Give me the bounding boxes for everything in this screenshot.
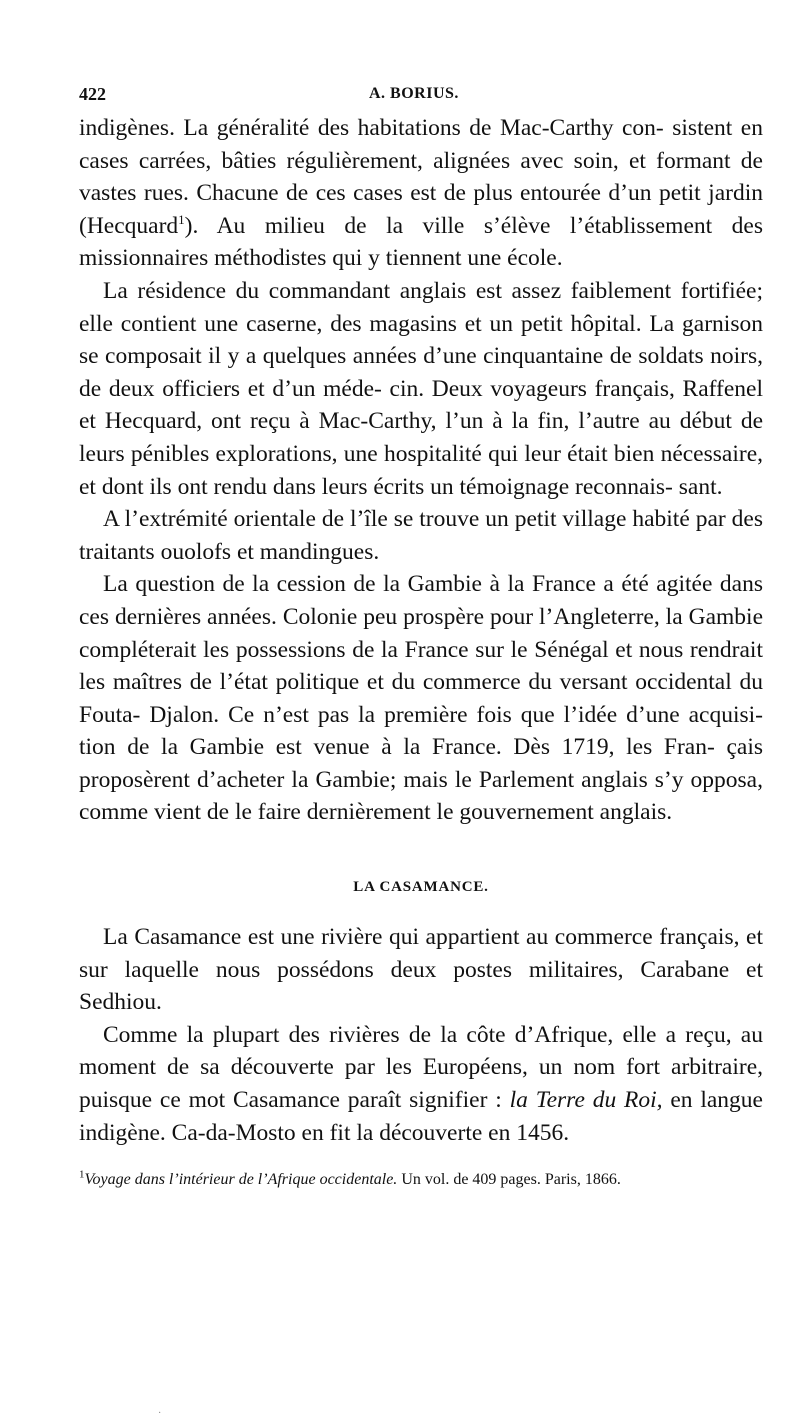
footnote-number: 1 bbox=[79, 1168, 85, 1181]
paragraph-casamance-commerce: La Casamance est une rivière qui appartient au commerce français, et sur laquelle nous possédons deux postes militaires, Carabane et Sedhiou. bbox=[79, 924, 763, 1016]
footnote-title: Voyage dans l’intérieur de l’Afrique occidentale. bbox=[84, 1171, 398, 1189]
page-header bbox=[79, 78, 763, 112]
italic-phrase: la Terre du Roi, bbox=[509, 1087, 663, 1114]
paragraph-text: Comme la plupart des rivières de la côte d’Afrique, elle a reçu, au moment de sa découverte par les Européens, un nom fort arbitraire, puisque ce mot Casamance paraît signifier : bbox=[79, 1021, 763, 1114]
running-head: A. BORIUS. bbox=[369, 85, 459, 102]
paragraph-text: en langue indigène. Ca-da-Mosto en fit la découverte en 1456. bbox=[79, 1087, 763, 1146]
paragraph-residence: La résidence du commandant anglais est assez faiblement fortifiée; elle contient une caserne, des magasins et un petit hôpital. La garnison se composait il y a quelques années d’une cinquantaine de soldats noirs, de deux officiers et d’un méde- cin. Deux voyageurs français, Raffenel et Hecquard, ont reçu à Mac-Carthy, l’un à la fin, l’autre au début de leurs pénibles explorations, une hospitalité qui leur était bien nécessaire, et dont ils ont rendu dans leurs écrits un témoignage reconnais- sant. bbox=[79, 277, 763, 500]
footnote bbox=[79, 1169, 763, 1190]
section-title: LA CASAMANCE. bbox=[353, 879, 489, 896]
paragraph-gambia-question: La question de la cession de la Gambie à la France a été agitée dans ces dernières années. Colonie peu prospère pour l’Angleterre, la Gambie compléterait les possessions de la France sur le Sénégal et nous rendrait les maîtres de l’état politique et du commerce du versant occidental du Fouta- Djalon. Ce n’est pas la première fois que l’idée d’une acquisi- tion de la Gambie est venue à la France. Dès 1719, les Fran- çais proposèrent d’acheter la Gambie; mais le Parlement anglais s’y opposa, comme vient de le faire dernièrement le gouvernement anglais. bbox=[79, 571, 763, 826]
page-number: 422 bbox=[79, 84, 106, 104]
print-mark: · bbox=[158, 1408, 162, 1419]
paragraph-macarthy-houses bbox=[79, 112, 763, 275]
paragraph-text: indigènes. La généralité des habitations de Mac-Carthy con- sistent en cases carrées, bâties régulièrement, alignées avec soin, et formant de vastes rues. Chacune de ces cases est de plus entourée d’un petit jardin (Hecquard bbox=[79, 115, 763, 239]
footnote-reference: 1 bbox=[178, 211, 185, 227]
body-text bbox=[79, 112, 763, 1190]
paragraph-casamance-name bbox=[79, 1019, 763, 1149]
paragraph-village: A l’extrémité orientale de l’île se trouve un petit village habité par des traitants ouolofs et mandingues. bbox=[79, 506, 763, 565]
footnote-text: Un vol. de 409 pages. Paris, 1866. bbox=[397, 1171, 621, 1189]
paragraph-text: ). Au milieu de la ville s’élève l’établissement des missionnaires méthodistes qui y tiennent une école. bbox=[79, 212, 763, 272]
document-page bbox=[79, 78, 763, 1190]
